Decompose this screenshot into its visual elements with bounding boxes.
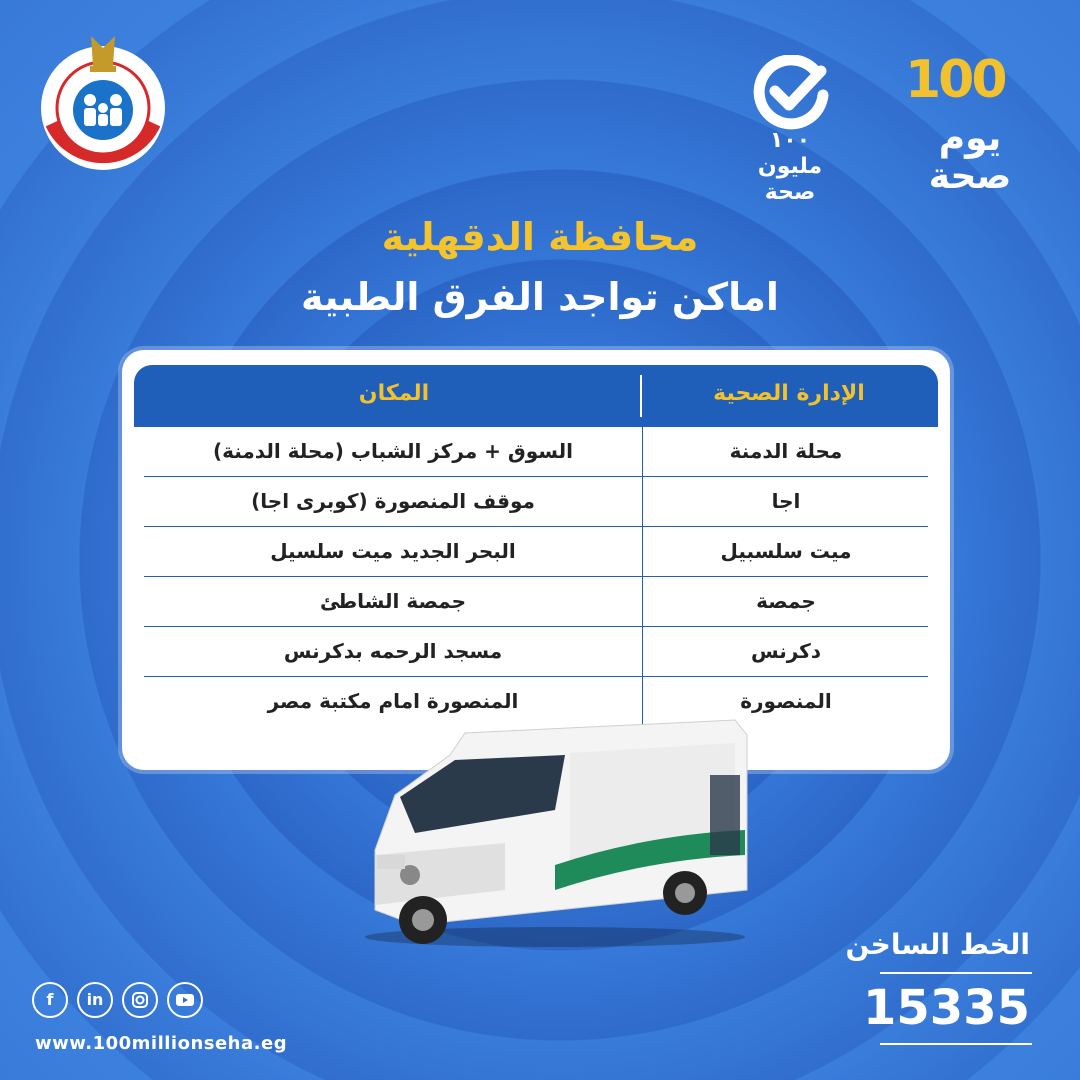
table-row xyxy=(144,627,928,677)
cell-place: جمصة الشاطئ xyxy=(319,589,466,613)
cell-place: موقف المنصورة (كوبرى اجا) xyxy=(251,489,535,513)
cell-admin: ميت سلسبيل xyxy=(720,539,852,563)
subtitle: اماكن تواجد الفرق الطبية xyxy=(301,275,779,319)
checkmark-icon xyxy=(735,55,845,130)
youtube-icon[interactable] xyxy=(167,982,203,1018)
cell-place: المنصورة امام مكتبة مصر xyxy=(267,689,519,713)
hotline-number[interactable]: 15335 xyxy=(863,980,1030,1036)
column-header-admin: الإدارة الصحية xyxy=(713,381,865,406)
linkedin-icon[interactable]: in xyxy=(77,982,113,1018)
table-header xyxy=(134,365,938,427)
100-million-seha-brand xyxy=(735,55,845,205)
locations-table-card xyxy=(122,350,950,770)
column-divider xyxy=(642,477,643,526)
cell-place: السوق + مركز الشباب (محلة الدمنة) xyxy=(212,439,574,463)
cell-admin: المنصورة xyxy=(740,689,832,713)
column-divider xyxy=(642,577,643,626)
governorate-title: محافظة الدقهلية xyxy=(381,215,699,259)
website-link[interactable]: www.100millionseha.eg xyxy=(35,1033,288,1054)
cell-admin: جمصة xyxy=(756,589,816,613)
column-divider xyxy=(642,627,643,676)
cell-admin: محلة الدمنة xyxy=(729,439,843,463)
header-divider xyxy=(640,375,642,417)
cell-admin: دكرنس xyxy=(750,639,822,663)
100-days-health-brand xyxy=(905,50,1045,197)
column-header-place: المكان xyxy=(358,381,430,406)
table-body xyxy=(144,427,928,726)
brand-100d-caption: يوم صحة xyxy=(928,118,1012,197)
cell-admin: اجا xyxy=(771,489,801,513)
medical-van-image xyxy=(355,715,755,950)
hotline-divider xyxy=(880,972,1032,974)
table-row xyxy=(144,427,928,477)
table-row xyxy=(144,477,928,527)
brand-100m-caption: ١٠٠ مليون صحة xyxy=(757,128,823,205)
ministry-of-health-logo xyxy=(28,28,178,178)
cell-place: مسجد الرحمه بدكرنس xyxy=(283,639,503,663)
column-divider xyxy=(642,427,643,476)
column-divider xyxy=(642,527,643,576)
table-row xyxy=(144,577,928,627)
brand-100d-number: 100 xyxy=(905,50,1005,110)
instagram-icon[interactable] xyxy=(122,982,158,1018)
facebook-icon[interactable]: f xyxy=(32,982,68,1018)
table-row xyxy=(144,527,928,577)
hotline-underline xyxy=(880,1043,1032,1045)
hotline-label: الخط الساخن xyxy=(845,928,1030,961)
cell-place: البحر الجديد ميت سلسيل xyxy=(270,539,516,563)
